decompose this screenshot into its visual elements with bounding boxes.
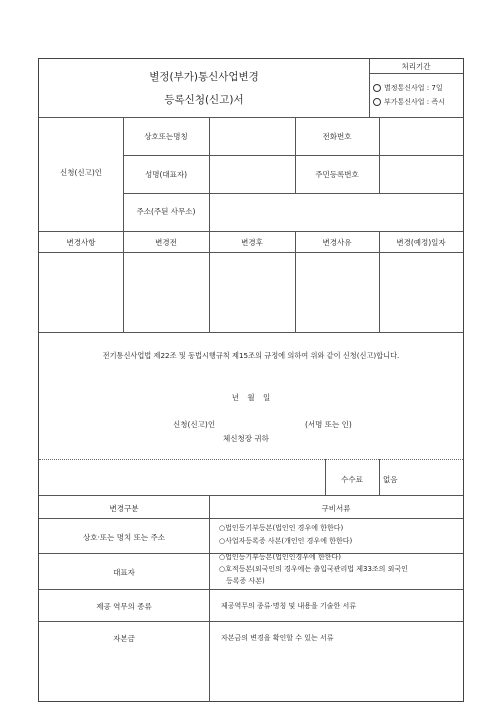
application-form	[38, 58, 464, 702]
document-item: ○법인등기부등본(법인인경우에 한한다)	[219, 553, 341, 561]
divider	[123, 155, 463, 156]
documents-category: 상호·또는 명치 또는 주소	[83, 533, 165, 542]
resident-number-label: 주민등록번호	[315, 170, 359, 179]
divider	[39, 252, 463, 253]
address-label: 주소(주된 사무소)	[136, 207, 196, 216]
declaration-applicant-label: 신청(신고)인	[173, 420, 216, 429]
documents-header-required: 구비서류	[321, 504, 351, 513]
processing-item: 부가통신사업 : 즉시	[373, 95, 445, 109]
divider	[209, 117, 210, 231]
change-header-item: 변경사항	[66, 238, 96, 247]
processing-period-list	[373, 81, 445, 109]
fee-value: 없음	[383, 475, 398, 484]
change-header-date: 변경(예정)일자	[396, 238, 446, 247]
documents-category: 대표자	[113, 568, 135, 577]
processing-period-label: 처리기간	[401, 62, 431, 71]
documents-category: 자본금	[113, 634, 135, 643]
divider	[39, 332, 463, 333]
processing-item: 별정통신사업 : 7일	[373, 81, 445, 95]
document-item: 자본금의 변경을 확인할 수 있는 서류	[221, 634, 334, 642]
declaration-signature: (서명 또는 인)	[305, 420, 352, 429]
document-item: 제공역무의 종류·명칭 및 내용을 기술한 서류	[221, 602, 357, 610]
title-line-1: 별정(부가)통신사업변경	[149, 71, 259, 83]
applicant-section-label: 신청(신고)인	[59, 168, 103, 177]
divider	[39, 621, 463, 622]
dotted-divider	[39, 459, 463, 460]
company-name-label: 상호또는명칭	[144, 132, 188, 141]
declaration-recipient: 체신청장 귀하	[223, 434, 269, 443]
document-item: ○법인등기부등본(법인인 경우에 한한다)	[219, 524, 344, 532]
form-title	[39, 69, 369, 107]
document-item: ○사업자등록증 사본(개인인 경우에 한한다)	[219, 537, 353, 545]
divider	[379, 117, 380, 193]
declaration-statement: 전기통신사업법 제22조 및 동법시행규칙 제15조의 규정에 의하여 위와 같이 신청(신고)합니다.	[102, 351, 400, 360]
divider	[39, 231, 463, 232]
circle-icon	[373, 84, 381, 92]
divider	[379, 459, 380, 495]
documents-category: 제공 역무의 종류	[96, 602, 152, 611]
change-header-before: 변경전	[155, 238, 177, 247]
divider	[209, 495, 210, 702]
divider	[295, 117, 296, 193]
documents-list	[219, 551, 408, 587]
divider	[123, 193, 463, 194]
divider	[39, 589, 463, 590]
title-line-2: 등록신청(신고)서	[164, 94, 244, 106]
documents-header-category: 변경구분	[109, 504, 139, 513]
document-item: ○호적등본(외국인의 경우에는 출입국관리법 제33조의 외국인	[219, 565, 408, 573]
declaration-date: 년 월 일	[231, 393, 271, 402]
phone-label: 전화번호	[322, 132, 352, 141]
change-header-reason: 변경사유	[322, 238, 352, 247]
change-header-after: 변경후	[241, 238, 263, 247]
representative-label: 성명(대표자)	[144, 170, 188, 179]
fee-label: 수수료	[341, 475, 363, 484]
divider	[39, 495, 463, 496]
document-item: 등록증 사본)	[226, 577, 265, 585]
circle-icon	[373, 98, 381, 106]
divider	[369, 73, 463, 74]
divider	[39, 518, 463, 519]
documents-list	[219, 522, 352, 548]
divider	[39, 117, 463, 118]
